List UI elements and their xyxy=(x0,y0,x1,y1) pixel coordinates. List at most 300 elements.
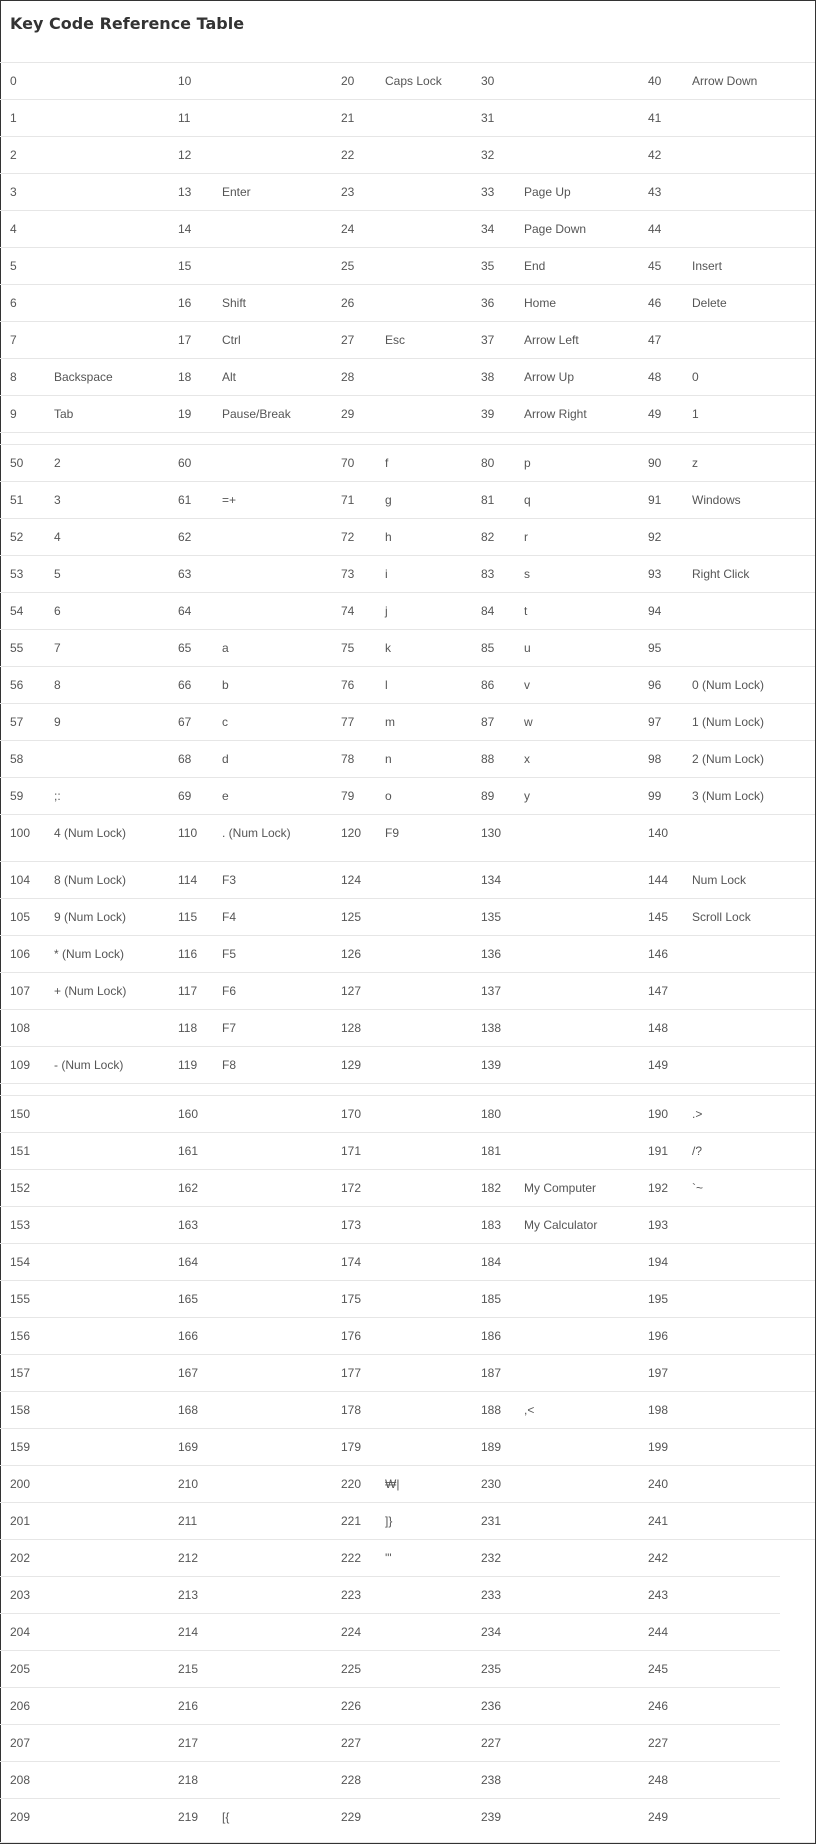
key-name-cell: z xyxy=(692,456,698,470)
table-row xyxy=(0,592,815,630)
key-code-cell: 84 xyxy=(481,604,495,618)
table-row xyxy=(0,518,815,556)
key-code-cell: 51 xyxy=(10,493,24,507)
key-code-cell: 44 xyxy=(648,222,662,236)
key-code-cell: 91 xyxy=(648,493,662,507)
key-name-cell: F9 xyxy=(385,826,400,840)
key-code-cell: 176 xyxy=(341,1329,362,1343)
key-code-cell: 32 xyxy=(481,148,495,162)
key-name-cell: 5 xyxy=(54,567,61,581)
key-code-cell: 80 xyxy=(481,456,495,470)
table-row xyxy=(0,1206,815,1244)
key-code-cell: 212 xyxy=(178,1551,199,1565)
table-row xyxy=(0,935,815,973)
key-name-cell: u xyxy=(524,641,531,655)
table-row xyxy=(0,481,815,519)
key-code-cell: 18 xyxy=(178,370,192,384)
key-code-cell: 164 xyxy=(178,1255,199,1269)
key-code-cell: 92 xyxy=(648,530,662,544)
table-row xyxy=(0,629,815,667)
key-code-cell: 108 xyxy=(10,1021,31,1035)
key-code-cell: 3 xyxy=(10,185,17,199)
key-code-cell: 157 xyxy=(10,1366,31,1380)
key-code-cell: 170 xyxy=(341,1107,362,1121)
key-code-cell: 227 xyxy=(341,1736,362,1750)
key-code-cell: 232 xyxy=(481,1551,502,1565)
key-code-cell: 63 xyxy=(178,567,192,581)
key-name-cell: .> xyxy=(692,1107,703,1121)
key-code-cell: 222 xyxy=(341,1551,362,1565)
key-code-cell: 207 xyxy=(10,1736,31,1750)
key-name-cell: Shift xyxy=(222,296,247,310)
key-name-cell: Ctrl xyxy=(222,333,241,347)
key-name-cell: My Computer xyxy=(524,1181,597,1195)
key-code-cell: 28 xyxy=(341,370,355,384)
key-code-cell: 224 xyxy=(341,1625,362,1639)
table-row xyxy=(0,1761,780,1799)
table-row xyxy=(0,555,815,593)
key-name-cell: c xyxy=(222,715,228,729)
key-code-cell: 145 xyxy=(648,910,669,924)
table-row xyxy=(0,703,815,741)
key-name-cell: * (Num Lock) xyxy=(54,947,125,961)
key-name-cell: a xyxy=(222,641,229,655)
key-code-cell: 219 xyxy=(178,1810,199,1824)
key-code-cell: 194 xyxy=(648,1255,669,1269)
key-code-cell: 125 xyxy=(341,910,362,924)
key-code-cell: 30 xyxy=(481,74,495,88)
key-name-cell: ]} xyxy=(385,1514,393,1528)
key-name-cell: x xyxy=(524,752,530,766)
key-code-cell: 234 xyxy=(481,1625,502,1639)
key-code-cell: 48 xyxy=(648,370,662,384)
key-code-cell: 95 xyxy=(648,641,662,655)
key-code-cell: 126 xyxy=(341,947,362,961)
key-name-cell: 9 xyxy=(54,715,61,729)
key-code-cell: 73 xyxy=(341,567,355,581)
key-code-cell: 227 xyxy=(648,1736,669,1750)
key-name-cell: s xyxy=(524,567,530,581)
key-code-cell: 29 xyxy=(341,407,355,421)
key-code-cell: 129 xyxy=(341,1058,362,1072)
key-code-cell: 67 xyxy=(178,715,192,729)
key-code-cell: 1 xyxy=(10,111,17,125)
key-name-cell: =+ xyxy=(222,493,237,507)
key-name-cell: Windows xyxy=(692,493,741,507)
key-name-cell: - (Num Lock) xyxy=(54,1058,124,1072)
key-code-cell: 74 xyxy=(341,604,355,618)
key-code-cell: 201 xyxy=(10,1514,31,1528)
key-code-cell: 188 xyxy=(481,1403,502,1417)
key-name-cell: 7 xyxy=(54,641,61,655)
key-code-cell: 0 xyxy=(10,74,17,88)
key-code-cell: 214 xyxy=(178,1625,199,1639)
key-code-cell: 146 xyxy=(648,947,669,961)
key-name-cell: 3 (Num Lock) xyxy=(692,789,765,803)
key-code-cell: 33 xyxy=(481,185,495,199)
key-code-cell: 138 xyxy=(481,1021,502,1035)
key-code-cell: 21 xyxy=(341,111,355,125)
key-code-cell: 216 xyxy=(178,1699,199,1713)
key-code-cell: 27 xyxy=(341,333,355,347)
key-code-cell: 46 xyxy=(648,296,662,310)
key-name-cell: Esc xyxy=(385,333,406,347)
key-code-cell: 245 xyxy=(648,1662,669,1676)
key-code-cell: 239 xyxy=(481,1810,502,1824)
key-code-cell: 197 xyxy=(648,1366,669,1380)
table-row xyxy=(0,1095,815,1133)
key-code-cell: 221 xyxy=(341,1514,362,1528)
key-name-cell: 4 xyxy=(54,530,61,544)
key-name-cell: 8 xyxy=(54,678,61,692)
key-code-cell: 168 xyxy=(178,1403,199,1417)
key-name-cell: o xyxy=(385,789,392,803)
key-code-cell: 106 xyxy=(10,947,31,961)
key-name-cell: End xyxy=(524,259,546,273)
key-name-cell: Arrow Left xyxy=(524,333,579,347)
key-code-cell: 231 xyxy=(481,1514,502,1528)
key-name-cell: 6 xyxy=(54,604,61,618)
table-row xyxy=(0,1317,815,1355)
key-code-cell: 137 xyxy=(481,984,502,998)
key-code-cell: 191 xyxy=(648,1144,669,1158)
table-row xyxy=(0,777,815,815)
key-code-cell: 206 xyxy=(10,1699,31,1713)
key-code-cell: 55 xyxy=(10,641,24,655)
key-code-cell: 200 xyxy=(10,1477,31,1491)
key-code-cell: 156 xyxy=(10,1329,31,1343)
key-code-cell: 41 xyxy=(648,111,662,125)
key-code-cell: 107 xyxy=(10,984,31,998)
key-name-cell: w xyxy=(524,715,533,729)
key-code-cell: 4 xyxy=(10,222,17,236)
key-code-cell: 135 xyxy=(481,910,502,924)
key-name-cell: p xyxy=(524,456,531,470)
key-code-cell: 98 xyxy=(648,752,662,766)
key-code-cell: 71 xyxy=(341,493,355,507)
key-code-cell: 179 xyxy=(341,1440,362,1454)
key-code-cell: 172 xyxy=(341,1181,362,1195)
key-code-cell: 50 xyxy=(10,456,24,470)
key-code-cell: 151 xyxy=(10,1144,31,1158)
key-code-cell: 140 xyxy=(648,826,669,840)
key-code-cell: 220 xyxy=(341,1477,362,1491)
key-name-cell: Scroll Lock xyxy=(692,910,751,924)
table-row xyxy=(0,62,815,100)
key-code-cell: 14 xyxy=(178,222,192,236)
table-row xyxy=(0,210,815,248)
key-code-cell: 228 xyxy=(341,1773,362,1787)
key-code-cell: 204 xyxy=(10,1625,31,1639)
key-code-cell: 87 xyxy=(481,715,495,729)
key-code-cell: 240 xyxy=(648,1477,669,1491)
key-code-cell: 195 xyxy=(648,1292,669,1306)
key-name-cell: k xyxy=(385,641,391,655)
key-code-cell: 158 xyxy=(10,1403,31,1417)
key-code-cell: 154 xyxy=(10,1255,31,1269)
key-code-cell: 61 xyxy=(178,493,192,507)
key-code-cell: 181 xyxy=(481,1144,502,1158)
key-name-cell: F4 xyxy=(222,910,237,924)
key-code-cell: 244 xyxy=(648,1625,669,1639)
key-code-cell: 88 xyxy=(481,752,495,766)
key-code-cell: 105 xyxy=(10,910,31,924)
table-row xyxy=(0,1243,815,1281)
key-code-cell: 77 xyxy=(341,715,355,729)
key-name-cell: Num Lock xyxy=(692,873,747,887)
table-row xyxy=(0,284,815,322)
key-name-cell: F8 xyxy=(222,1058,237,1072)
key-name-cell: F3 xyxy=(222,873,237,887)
key-code-cell: 249 xyxy=(648,1810,669,1824)
key-code-cell: 22 xyxy=(341,148,355,162)
key-code-cell: 6 xyxy=(10,296,17,310)
table-row xyxy=(0,1391,815,1429)
table-row xyxy=(0,1576,780,1614)
key-code-cell: 227 xyxy=(481,1736,502,1750)
key-code-cell: 183 xyxy=(481,1218,502,1232)
key-code-cell: 37 xyxy=(481,333,495,347)
key-name-cell: t xyxy=(524,604,528,618)
key-code-cell: 246 xyxy=(648,1699,669,1713)
table-row xyxy=(0,99,815,137)
key-code-cell: 94 xyxy=(648,604,662,618)
key-code-cell: 69 xyxy=(178,789,192,803)
key-code-cell: 68 xyxy=(178,752,192,766)
key-code-cell: 93 xyxy=(648,567,662,581)
key-code-cell: 163 xyxy=(178,1218,199,1232)
key-code-cell: 110 xyxy=(178,826,198,840)
key-name-cell: '" xyxy=(385,1551,392,1565)
key-code-cell: 177 xyxy=(341,1366,362,1380)
key-name-cell: 2 xyxy=(54,456,61,470)
key-code-cell: 127 xyxy=(341,984,362,998)
key-name-cell: q xyxy=(524,493,531,507)
key-code-cell: 19 xyxy=(178,407,192,421)
key-code-cell: 39 xyxy=(481,407,495,421)
table-row xyxy=(0,136,815,174)
key-name-cell: My Calculator xyxy=(524,1218,598,1232)
key-name-cell: r xyxy=(524,530,528,544)
key-code-cell: 136 xyxy=(481,947,502,961)
key-code-cell: 243 xyxy=(648,1588,669,1602)
key-code-cell: 241 xyxy=(648,1514,669,1528)
key-code-cell: 64 xyxy=(178,604,192,618)
key-name-cell: Arrow Up xyxy=(524,370,575,384)
key-code-cell: 97 xyxy=(648,715,662,729)
key-code-cell: 171 xyxy=(341,1144,362,1158)
key-code-cell: 96 xyxy=(648,678,662,692)
key-name-cell: [{ xyxy=(222,1810,230,1824)
table-row xyxy=(0,1465,815,1503)
table-row xyxy=(0,1539,815,1577)
table-row xyxy=(0,898,815,936)
key-code-cell: 208 xyxy=(10,1773,31,1787)
key-name-cell: Caps Lock xyxy=(385,74,442,88)
key-code-cell: 185 xyxy=(481,1292,502,1306)
key-code-cell: 66 xyxy=(178,678,192,692)
table-row xyxy=(0,444,815,482)
table-row xyxy=(0,1009,815,1047)
key-code-cell: 38 xyxy=(481,370,495,384)
key-code-cell: 65 xyxy=(178,641,192,655)
key-name-cell: Arrow Down xyxy=(692,74,758,88)
key-name-cell: b xyxy=(222,678,229,692)
key-code-cell: 7 xyxy=(10,333,17,347)
key-code-cell: 165 xyxy=(178,1292,199,1306)
key-code-cell: 134 xyxy=(481,873,502,887)
table-row xyxy=(0,1132,815,1170)
key-name-cell: Alt xyxy=(222,370,237,384)
key-code-cell: 47 xyxy=(648,333,662,347)
table-row xyxy=(0,1724,780,1762)
key-code-cell: 25 xyxy=(341,259,355,273)
key-code-cell: 229 xyxy=(341,1810,362,1824)
key-code-cell: 139 xyxy=(481,1058,502,1072)
key-name-cell: j xyxy=(385,604,388,618)
table-row xyxy=(0,1428,815,1466)
key-name-cell: 1 (Num Lock) xyxy=(692,715,765,729)
key-name-cell: 0 xyxy=(692,370,699,384)
key-name-cell: Tab xyxy=(54,407,74,421)
key-name-cell: F5 xyxy=(222,947,237,961)
key-name-cell: Backspace xyxy=(54,370,113,384)
key-name-cell: 8 (Num Lock) xyxy=(54,873,127,887)
table-row xyxy=(0,1502,815,1540)
key-code-cell: 144 xyxy=(648,873,669,887)
table-row xyxy=(0,1798,780,1843)
key-code-cell: 223 xyxy=(341,1588,362,1602)
key-code-cell: 85 xyxy=(481,641,495,655)
key-name-cell: Enter xyxy=(222,185,251,199)
table-row xyxy=(0,1354,815,1392)
key-code-cell: 155 xyxy=(10,1292,31,1306)
key-code-cell: 215 xyxy=(178,1662,199,1676)
key-code-cell: 81 xyxy=(481,493,495,507)
key-code-cell: 8 xyxy=(10,370,17,384)
key-code-cell: 211 xyxy=(178,1514,198,1528)
key-name-cell: Right Click xyxy=(692,567,750,581)
table-row xyxy=(0,1687,780,1725)
key-code-cell: 54 xyxy=(10,604,24,618)
key-code-cell: 192 xyxy=(648,1181,669,1195)
key-code-cell: 182 xyxy=(481,1181,502,1195)
key-code-cell: 226 xyxy=(341,1699,362,1713)
key-name-cell: n xyxy=(385,752,392,766)
key-code-cell: 149 xyxy=(648,1058,669,1072)
key-code-cell: 209 xyxy=(10,1810,31,1824)
table-row xyxy=(0,395,815,445)
key-name-cell: Home xyxy=(524,296,557,310)
key-name-cell: ,< xyxy=(524,1403,535,1417)
key-code-cell: 128 xyxy=(341,1021,362,1035)
page-title: Key Code Reference Table xyxy=(10,14,245,33)
key-code-cell: 109 xyxy=(10,1058,31,1072)
key-code-cell: 24 xyxy=(341,222,355,236)
key-name-cell: Insert xyxy=(692,259,723,273)
key-code-cell: 35 xyxy=(481,259,495,273)
key-code-cell: 199 xyxy=(648,1440,669,1454)
key-code-cell: 152 xyxy=(10,1181,31,1195)
table-row xyxy=(0,740,815,778)
key-name-cell: F6 xyxy=(222,984,237,998)
key-code-cell: 166 xyxy=(178,1329,199,1343)
key-code-cell: 180 xyxy=(481,1107,502,1121)
key-code-cell: 150 xyxy=(10,1107,31,1121)
table-row xyxy=(0,1650,780,1688)
key-code-cell: 23 xyxy=(341,185,355,199)
key-code-cell: 9 xyxy=(10,407,17,421)
key-code-cell: 10 xyxy=(178,74,192,88)
key-name-cell: Pause/Break xyxy=(222,407,291,421)
key-name-cell: f xyxy=(385,456,389,470)
key-code-cell: 147 xyxy=(648,984,669,998)
key-code-cell: 89 xyxy=(481,789,495,803)
key-code-cell: 43 xyxy=(648,185,662,199)
key-code-cell: 169 xyxy=(178,1440,199,1454)
key-code-cell: 238 xyxy=(481,1773,502,1787)
key-code-cell: 120 xyxy=(341,826,362,840)
key-code-cell: 40 xyxy=(648,74,662,88)
key-code-cell: 117 xyxy=(178,984,198,998)
key-name-cell: Page Down xyxy=(524,222,587,236)
key-code-cell: 193 xyxy=(648,1218,669,1232)
key-code-cell: 242 xyxy=(648,1551,669,1565)
key-code-cell: 186 xyxy=(481,1329,502,1343)
table-bottom-rule xyxy=(0,1842,815,1843)
table-row xyxy=(0,666,815,704)
table-row xyxy=(0,972,815,1010)
key-code-cell: 17 xyxy=(178,333,192,347)
key-code-cell: 90 xyxy=(648,456,662,470)
key-name-cell: ₩| xyxy=(385,1477,400,1491)
key-code-cell: 203 xyxy=(10,1588,31,1602)
key-name-cell: + (Num Lock) xyxy=(54,984,127,998)
key-name-cell: i xyxy=(385,567,388,581)
key-code-cell: 79 xyxy=(341,789,355,803)
key-code-cell: 49 xyxy=(648,407,662,421)
table-row xyxy=(0,1280,815,1318)
key-code-cell: 2 xyxy=(10,148,17,162)
key-code-cell: 189 xyxy=(481,1440,502,1454)
key-code-cell: 53 xyxy=(10,567,24,581)
key-code-cell: 62 xyxy=(178,530,192,544)
key-code-cell: 57 xyxy=(10,715,24,729)
key-code-cell: 218 xyxy=(178,1773,199,1787)
key-code-cell: 184 xyxy=(481,1255,502,1269)
key-code-cell: 5 xyxy=(10,259,17,273)
key-code-cell: 42 xyxy=(648,148,662,162)
key-name-cell: `~ xyxy=(692,1181,704,1195)
key-code-cell: 82 xyxy=(481,530,495,544)
key-code-cell: 99 xyxy=(648,789,662,803)
key-name-cell: . (Num Lock) xyxy=(222,826,291,840)
key-code-cell: 72 xyxy=(341,530,355,544)
key-name-cell: ;: xyxy=(54,789,61,803)
key-code-cell: 153 xyxy=(10,1218,31,1232)
key-code-cell: 75 xyxy=(341,641,355,655)
key-code-cell: 213 xyxy=(178,1588,199,1602)
key-name-cell: e xyxy=(222,789,229,803)
key-code-cell: 116 xyxy=(178,947,198,961)
key-name-cell: 0 (Num Lock) xyxy=(692,678,765,692)
key-code-cell: 76 xyxy=(341,678,355,692)
key-code-cell: 167 xyxy=(178,1366,199,1380)
key-name-cell: 4 (Num Lock) xyxy=(54,826,127,840)
key-code-cell: 34 xyxy=(481,222,495,236)
key-code-cell: 83 xyxy=(481,567,495,581)
key-code-cell: 210 xyxy=(178,1477,199,1491)
